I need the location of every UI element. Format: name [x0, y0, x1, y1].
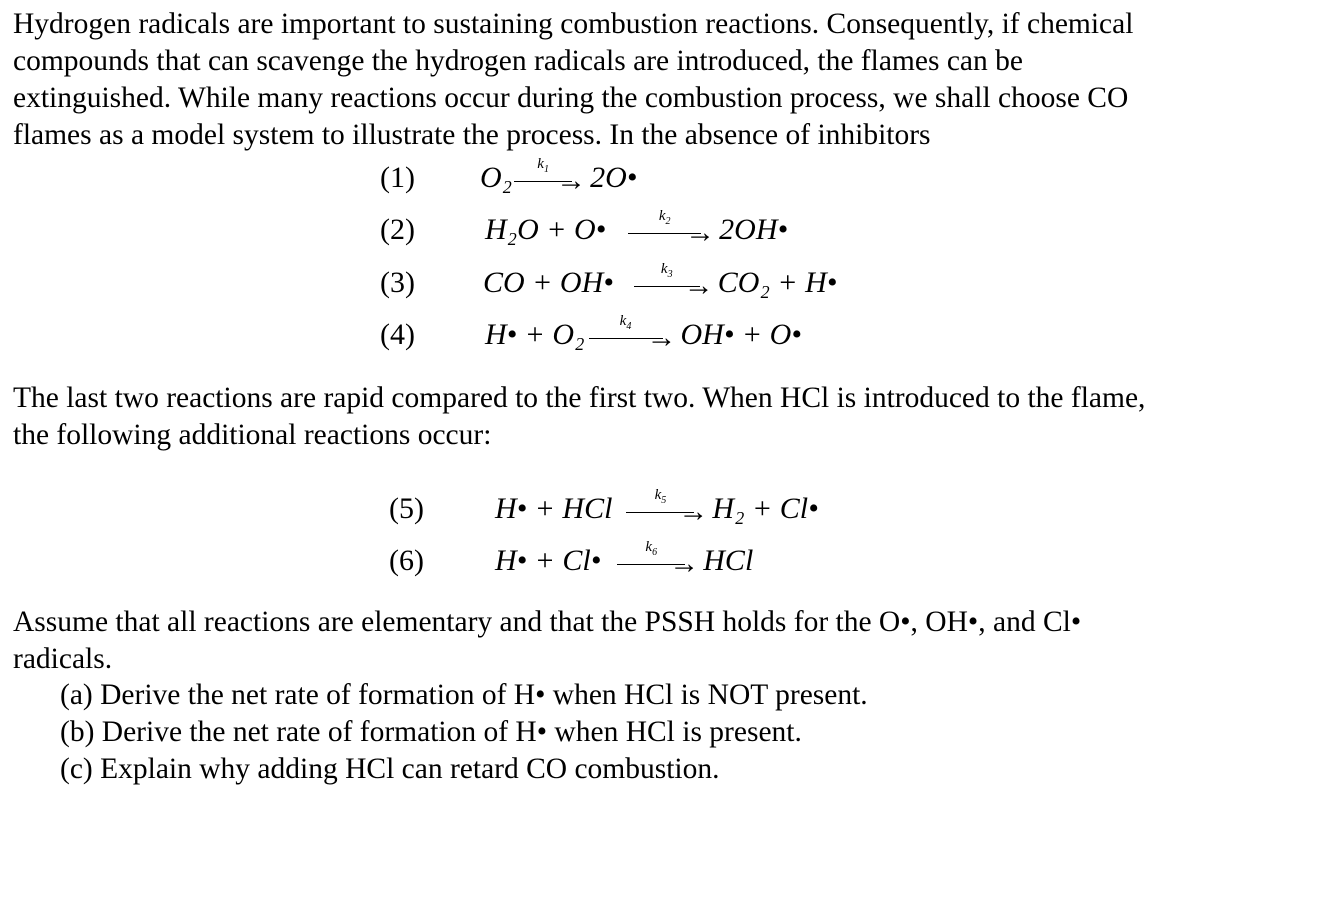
reactants: H• + Cl• [495, 544, 602, 577]
reaction-1 [380, 158, 700, 198]
question-c: (c) Explain why adding HCl can retard CO combustion. [60, 753, 720, 785]
reaction-number: (3) [380, 266, 415, 299]
reaction-arrow: → $k_1$ [514, 160, 584, 200]
reaction-number: (2) [380, 213, 415, 246]
mid-paragraph [13, 380, 1145, 454]
intro-line: compounds that can scavenge the hydrogen radicals are introduced, the flames can be [13, 45, 1023, 77]
reaction-2 [380, 210, 840, 250]
products: HCl [703, 544, 754, 577]
mid-line: The last two reactions are rapid compared to the first two. When HCl is introduced to the flame, [13, 382, 1146, 414]
reaction-arrow: → $k_5$ [626, 491, 706, 531]
reaction-arrow: → $k_4$ [589, 317, 675, 357]
rate-constant: $k_3$ [660, 261, 673, 281]
reactants: H• + O₂ [485, 318, 585, 351]
reaction-arrow: → $k_6$ [617, 543, 697, 583]
reaction-number: (1) [380, 161, 415, 194]
products: 2OH• [719, 213, 789, 246]
rate-constant: $k_4$ [619, 313, 632, 333]
question-b: (b) Derive the net rate of formation of H• when HCl is present. [60, 716, 802, 748]
reactants: H• + HCl [495, 492, 613, 525]
reaction-number: (4) [380, 318, 415, 351]
intro-line: Hydrogen radicals are important to sustaining combustion reactions. Consequently, if chemical [13, 8, 1134, 40]
assumption-paragraph [13, 604, 1081, 678]
products: 2O• [590, 161, 638, 194]
products: OH• + O• [680, 318, 802, 351]
reaction-5 [389, 489, 909, 529]
reactants: H₂O + O• [485, 213, 607, 246]
question-a: (a) Derive the net rate of formation of H• when HCl is NOT present. [60, 679, 868, 711]
intro-paragraph [13, 6, 1133, 154]
intro-line: extinguished. While many reactions occur during the combustion process, we shall choose CO [13, 82, 1129, 114]
assumption-line: Assume that all reactions are elementary and that the PSSH holds for the O•, OH•, and Cl• [13, 606, 1082, 638]
rate-constant: $k_5$ [654, 487, 667, 507]
reaction-number: (5) [389, 492, 424, 525]
intro-line: flames as a model system to illustrate the process. In the absence of inhibitors [13, 119, 931, 151]
reaction-arrow: → $k_2$ [628, 212, 713, 252]
question-list [60, 677, 868, 788]
rate-constant: $k_6$ [645, 539, 658, 559]
assumption-line: radicals. [13, 643, 113, 675]
reaction-arrow: → $k_3$ [634, 265, 712, 305]
reactants: O₂ [480, 161, 513, 194]
products: H₂ + Cl• [712, 492, 819, 525]
reaction-6 [389, 541, 849, 581]
products: CO₂ + H• [717, 266, 838, 299]
reaction-4 [380, 315, 900, 355]
rate-constant: $k_2$ [658, 208, 671, 228]
reaction-3 [380, 263, 900, 303]
reactants: CO + OH• [483, 266, 614, 299]
mid-line: the following additional reactions occur: [13, 419, 492, 451]
reaction-number: (6) [389, 544, 424, 577]
rate-constant: $k_1$ [537, 156, 549, 176]
